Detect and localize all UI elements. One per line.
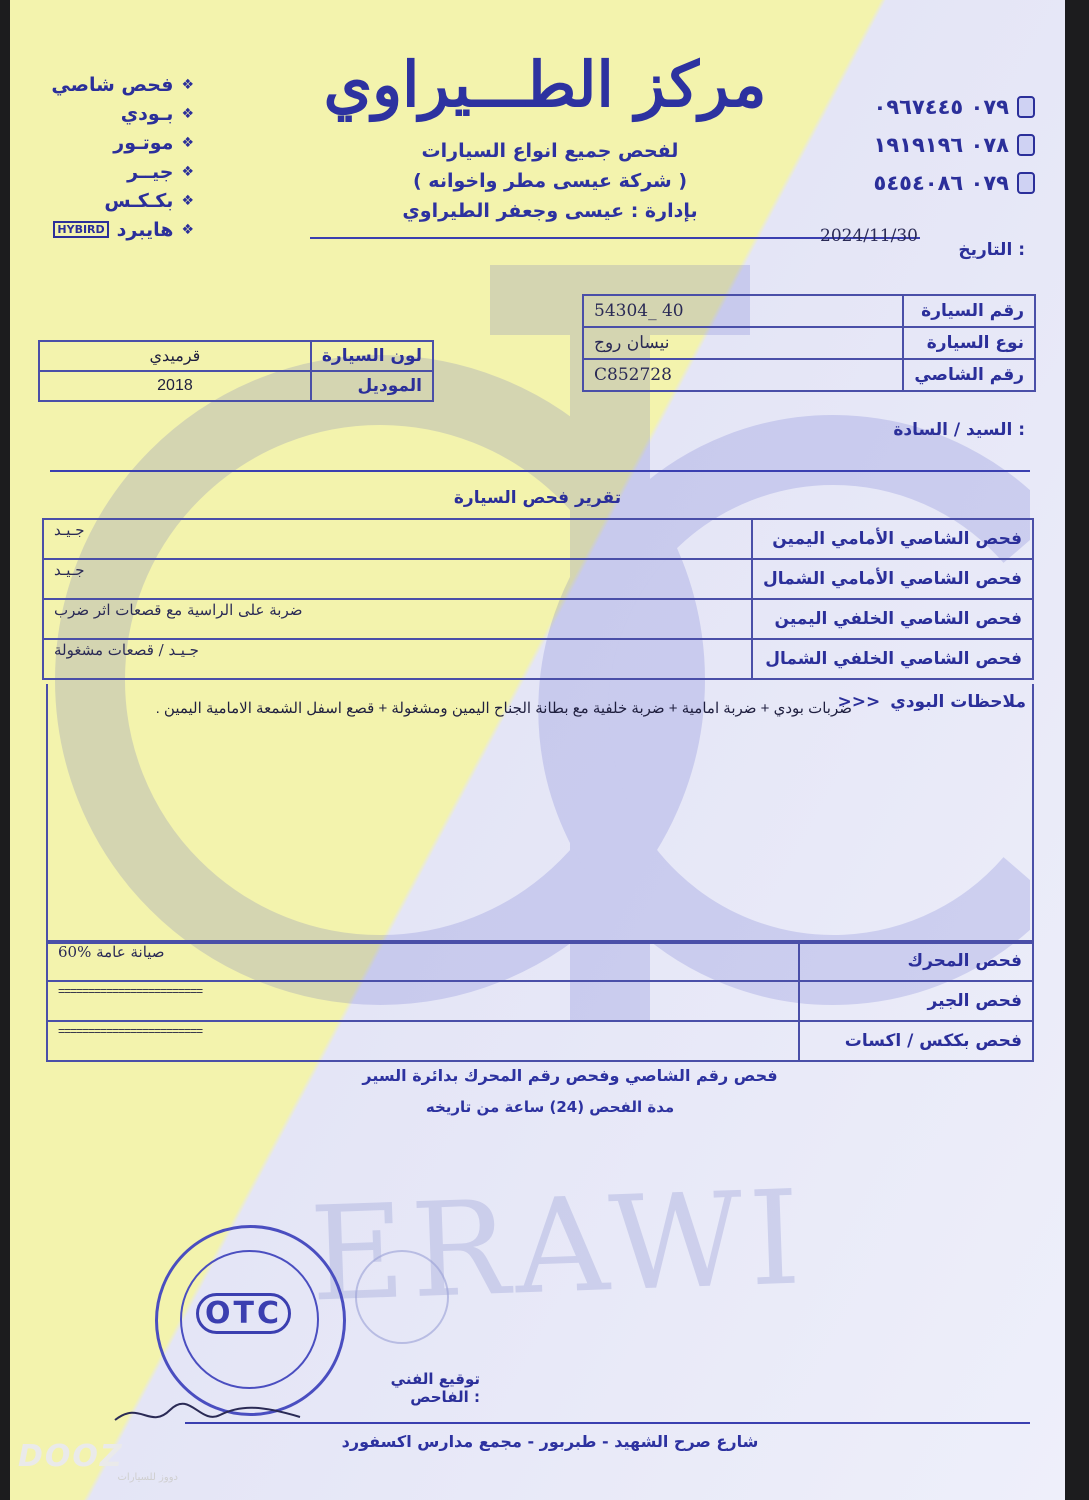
table-row <box>583 327 1035 359</box>
model-label: الموديل <box>311 371 433 401</box>
site-logo <box>18 1439 193 1490</box>
phone-icon <box>1017 134 1035 156</box>
header-line-2: ( شركة عيسى مطر واخوانه ) <box>412 170 688 192</box>
report-title: تقرير فحص السيارة <box>453 488 622 508</box>
service-item: ❖ بكـكـس <box>104 189 194 212</box>
model-value: 2018 <box>39 371 311 401</box>
table-row <box>43 519 1033 559</box>
check-label: فحص الشاصي الخلفي اليمين <box>752 599 1033 639</box>
bullet-icon: ❖ <box>181 192 194 209</box>
check-label: فحص بككس / اكسات <box>799 1021 1033 1061</box>
bullet-icon: ❖ <box>181 76 194 93</box>
signature-scribble-icon <box>110 1395 310 1435</box>
phone-item <box>845 126 1035 164</box>
bullet-icon: ❖ <box>181 221 194 238</box>
check-value: ======================== <box>47 981 799 1021</box>
table-row <box>43 559 1033 599</box>
phone-number: ٠٧٩ ٠٩٦٧٤٤٥ <box>873 95 1009 119</box>
footer-note-1: فحص رقم الشاصي وفحص رقم المحرك بدائرة السير <box>362 1066 778 1085</box>
check-label: فحص الجير <box>799 981 1033 1021</box>
site-logo-text: DOOZ <box>18 1439 124 1474</box>
phone-item <box>845 164 1035 202</box>
bullet-icon: ❖ <box>181 163 194 180</box>
date-label: التاريخ : <box>958 240 1025 260</box>
table-row <box>39 371 433 401</box>
table-row <box>47 981 1033 1021</box>
bullet-icon: ❖ <box>181 105 194 122</box>
site-logo-subtitle: دووز للسيارات <box>117 1472 178 1483</box>
check-label: فحص الشاصي الخلفي الشمال <box>752 639 1033 679</box>
service-item: ❖ بـودي <box>120 102 194 125</box>
footer-divider <box>185 1422 1030 1424</box>
service-item: ❖ فحص شاصي <box>51 73 194 96</box>
check-label: فحص الشاصي الأمامي الشمال <box>752 559 1033 599</box>
chassis-label: رقم الشاصي <box>903 359 1035 391</box>
date-value: 2024/11/30 <box>820 226 918 246</box>
plate-label: رقم السيارة <box>903 295 1035 327</box>
header-line-3: بإدارة : عيسى وجعفر الطيراوي <box>402 200 698 222</box>
service-list <box>44 70 194 244</box>
service-item: ❖ جيــر <box>127 160 194 183</box>
phone-number: ٠٧٩ ٥٤٥٤٠٨٦ <box>873 171 1009 195</box>
check-label: فحص الشاصي الأمامي اليمين <box>752 519 1033 559</box>
color-value: قرميدي <box>39 341 311 371</box>
faded-stamp <box>355 1250 449 1344</box>
vehicle-info-table <box>582 294 1036 392</box>
address: شارع صرح الشهيد - طبربور - مجمع مدارس اكسفورد <box>341 1432 759 1451</box>
bullet-icon: ❖ <box>181 134 194 151</box>
check-value: ======================== <box>47 1021 799 1061</box>
table-row <box>43 639 1033 679</box>
body-notes-box <box>46 684 1034 944</box>
check-label: فحص المحرك <box>799 941 1033 981</box>
table-row <box>583 295 1035 327</box>
check-value: 60% صيانة عامة <box>47 941 799 981</box>
phone-list <box>845 88 1035 202</box>
vehicle-color-model-table <box>38 340 434 402</box>
phone-icon <box>1017 172 1035 194</box>
check-value: جـيـد <box>43 519 752 559</box>
customer-label: السيد / السادة : <box>893 420 1025 440</box>
table-row <box>43 599 1033 639</box>
other-check-table <box>46 940 1034 1062</box>
inspection-sheet <box>10 0 1065 1500</box>
service-item: ❖ هايبرد HYBIRD <box>44 215 194 244</box>
signature-label: توقيع الفني الفاحص : <box>390 1370 480 1406</box>
phone-item <box>845 88 1035 126</box>
body-notes-label: ملاحظات البودي <box>890 692 1026 712</box>
section-divider <box>50 470 1030 472</box>
type-label: نوع السيارة <box>903 327 1035 359</box>
watermark-text: ERAWI <box>307 1161 809 1331</box>
check-value: جـيـد / قصعات مشغولة <box>43 639 752 679</box>
stamp-logo: OTC <box>196 1293 291 1334</box>
color-label: لون السيارة <box>311 341 433 371</box>
table-row <box>47 941 1033 981</box>
hybrid-logo: HYBIRD <box>53 221 108 238</box>
service-item: ❖ موتـور <box>113 131 194 154</box>
table-row <box>39 341 433 371</box>
phone-icon <box>1017 96 1035 118</box>
official-stamp <box>155 1225 346 1416</box>
type-value: نيسان روج <box>583 327 903 359</box>
phone-number: ٠٧٨ ١٩١٩١٩٦ <box>873 133 1009 157</box>
header-line-1: لفحص جميع انواع السيارات <box>421 140 679 162</box>
plate-value: 54304_ 40 <box>583 295 903 327</box>
check-value: ضربة على الراسية مع قصعات اثر ضرب <box>43 599 752 639</box>
check-value: جـيـد <box>43 559 752 599</box>
body-notes-arrows: >>> <box>837 692 881 712</box>
center-name: مركز الطـــيراوي <box>323 48 767 121</box>
table-row <box>47 1021 1033 1061</box>
chassis-check-table <box>42 518 1034 680</box>
chassis-value: C852728 <box>583 359 903 391</box>
body-notes-text: ضربات بودي + ضربة امامية + ضربة خلفية مع بطانة الجناح اليمين ومشغولة + قصع اسفل الشمعة الامامية اليمين . <box>155 700 852 717</box>
footer-note-2: مدة الفحص (24) ساعة من تاريخه <box>425 1098 675 1116</box>
table-row <box>583 359 1035 391</box>
